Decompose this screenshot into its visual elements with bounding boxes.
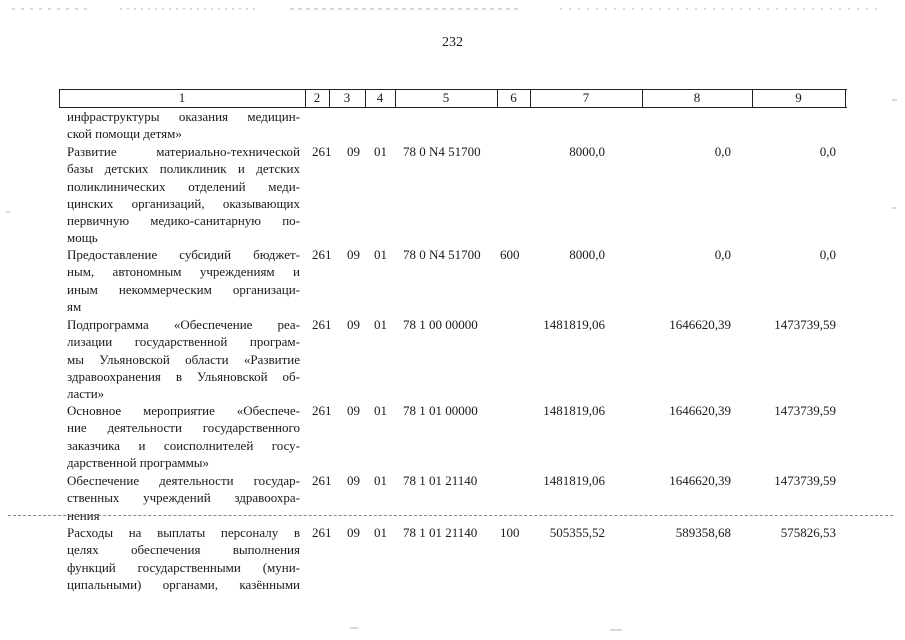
header-col-7: 7 bbox=[582, 90, 590, 105]
row-description: Предоставление субсидий бюджет- ным, автономным учреждениям и иным некоммерческим организаци- ям bbox=[67, 247, 300, 314]
cell-col-7: 505355,52 bbox=[549, 525, 605, 540]
cell-col-5: 78 1 01 00000 bbox=[403, 403, 478, 418]
row-description: Развитие материально-технической базы детских поликлиник и детских поликлинических отделений меди- цинских организаций, оказывающих первичную медико-санитарную по- мощь bbox=[67, 144, 300, 246]
cell-col-8: 0,0 bbox=[714, 144, 731, 159]
cell-col-7: 8000,0 bbox=[569, 247, 605, 262]
header-col-5: 5 bbox=[442, 90, 450, 105]
table-header bbox=[59, 89, 847, 108]
cell-col-3: 09 bbox=[347, 144, 360, 159]
header-col-1: 1 bbox=[178, 90, 186, 105]
cell-col-9: 1473739,59 bbox=[774, 473, 836, 488]
cell-col-7: 1481819,06 bbox=[543, 473, 605, 488]
cell-col-4: 01 bbox=[374, 247, 387, 262]
cell-col-8: 1646620,39 bbox=[669, 317, 731, 332]
cell-col-3: 09 bbox=[347, 525, 360, 540]
header-col-6: 6 bbox=[510, 90, 517, 105]
cell-col-7: 1481819,06 bbox=[543, 317, 605, 332]
cell-col-8: 1646620,39 bbox=[669, 473, 731, 488]
cell-col-9: 0,0 bbox=[819, 247, 836, 262]
cell-col-9: 0,0 bbox=[819, 144, 836, 159]
cell-col-6: 600 bbox=[500, 247, 520, 262]
cell-col-3: 09 bbox=[347, 403, 360, 418]
cell-col-2: 261 bbox=[312, 525, 332, 540]
cell-col-5: 78 1 01 21140 bbox=[403, 525, 478, 540]
cell-col-5: 78 0 N4 51700 bbox=[403, 247, 481, 262]
row-description: Основное мероприятие «Обеспече- ние деятельности государственного заказчика и соисполнителей госу- дарственной программы» bbox=[67, 403, 300, 470]
row-description: Расходы на выплаты персоналу в целях обеспечения выполнения функций государственными (муни- ципальными) органами, казёнными bbox=[67, 525, 300, 592]
cell-col-2: 261 bbox=[312, 473, 332, 488]
cell-col-4: 01 bbox=[374, 403, 387, 418]
row-description: инфраструктуры оказания медицин- ской помощи детям» bbox=[67, 109, 300, 142]
cell-col-4: 01 bbox=[374, 473, 387, 488]
cell-col-3: 09 bbox=[347, 247, 360, 262]
scan-fold-line bbox=[8, 515, 893, 516]
cell-col-2: 261 bbox=[312, 317, 332, 332]
cell-col-7: 1481819,06 bbox=[543, 403, 605, 418]
page-number: 232 bbox=[442, 35, 463, 50]
cell-col-3: 09 bbox=[347, 317, 360, 332]
cell-col-4: 01 bbox=[374, 317, 387, 332]
header-col-3: 3 bbox=[343, 90, 351, 105]
header-col-4: 4 bbox=[376, 90, 384, 105]
row-description: Подпрограмма «Обеспечение реа- лизации государственной програм- мы Ульяновской области «Развитие здравоохранения в Ульяновской об- ласти» bbox=[67, 317, 300, 402]
cell-col-4: 01 bbox=[374, 144, 387, 159]
cell-col-8: 1646620,39 bbox=[669, 403, 731, 418]
cell-col-2: 261 bbox=[312, 144, 332, 159]
cell-col-3: 09 bbox=[347, 473, 360, 488]
cell-col-5: 78 1 00 00000 bbox=[403, 317, 478, 332]
cell-col-2: 261 bbox=[312, 403, 332, 418]
cell-col-9: 575826,53 bbox=[780, 525, 836, 540]
row-description: Обеспечение деятельности государ- ственных учреждений здравоохра- нения bbox=[67, 473, 300, 523]
cell-col-6: 100 bbox=[500, 525, 520, 540]
cell-col-9: 1473739,59 bbox=[774, 403, 836, 418]
header-col-9: 9 bbox=[795, 90, 802, 105]
cell-col-5: 78 0 N4 51700 bbox=[403, 144, 481, 159]
cell-col-8: 0,0 bbox=[714, 247, 731, 262]
cell-col-8: 589358,68 bbox=[675, 525, 731, 540]
header-col-8: 8 bbox=[693, 90, 701, 105]
header-col-2: 2 bbox=[313, 90, 321, 105]
cell-col-7: 8000,0 bbox=[569, 144, 605, 159]
cell-col-4: 01 bbox=[374, 525, 387, 540]
cell-col-9: 1473739,59 bbox=[774, 317, 836, 332]
cell-col-2: 261 bbox=[312, 247, 332, 262]
cell-col-5: 78 1 01 21140 bbox=[403, 473, 478, 488]
